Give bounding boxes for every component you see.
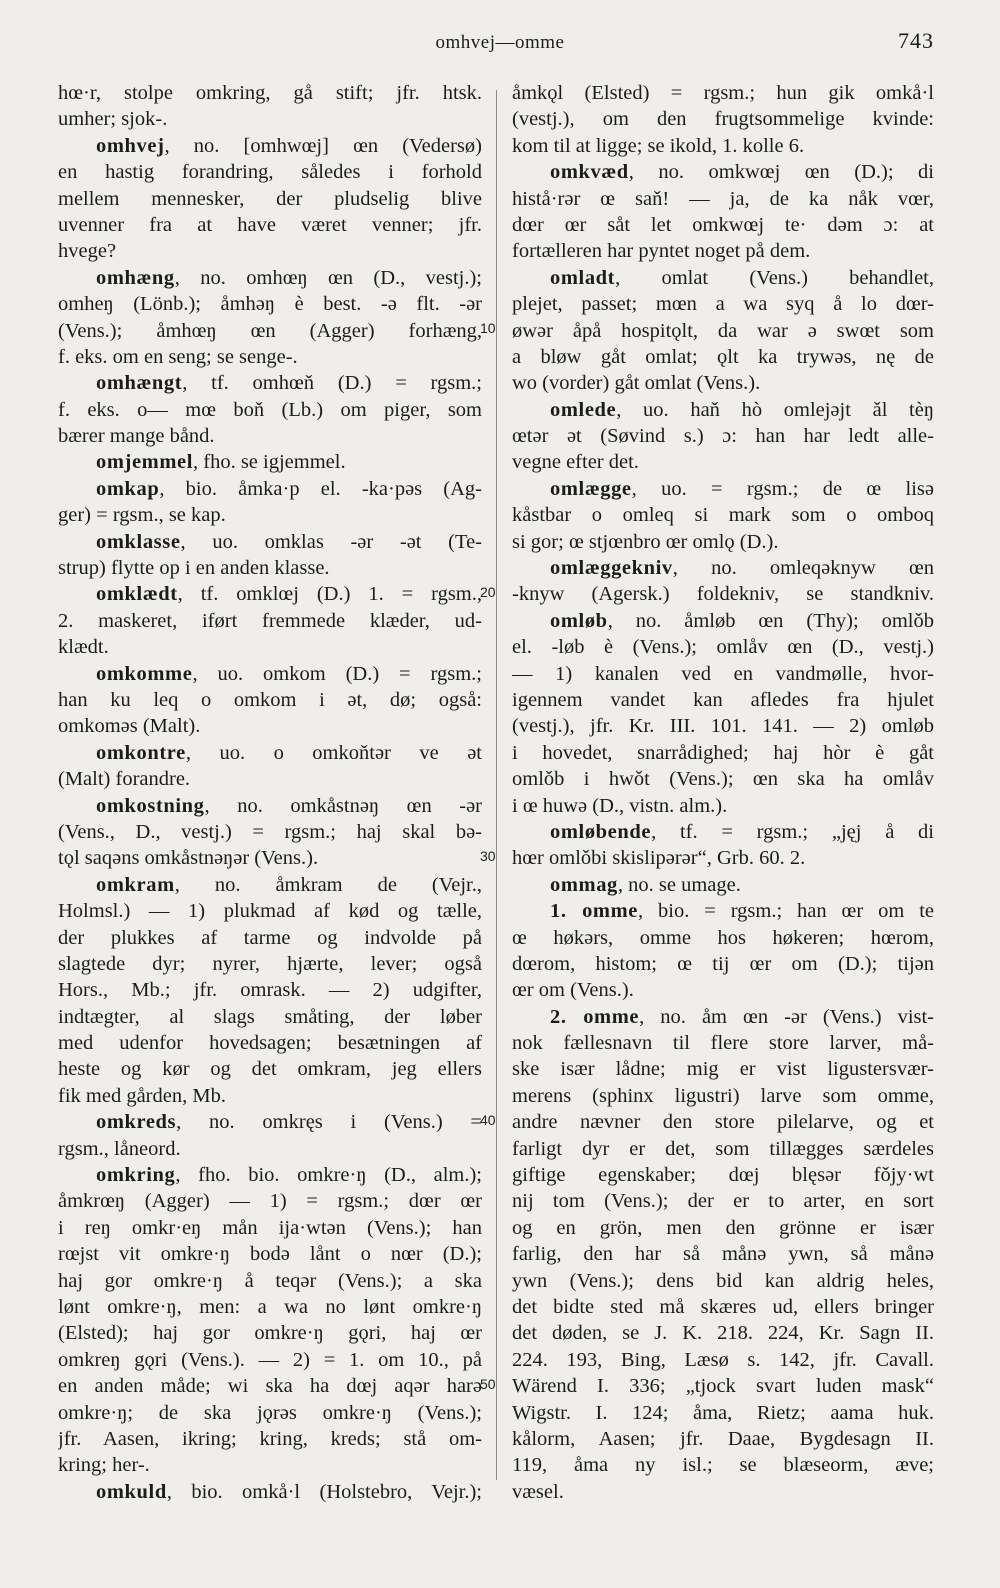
text-line xyxy=(58,740,482,766)
text-line: -knyw (Agersk.) foldekniv, se standkniv. xyxy=(512,583,934,606)
right-column xyxy=(512,80,934,1560)
headword: ommag xyxy=(550,873,618,896)
text-line: farlig, den har så månə ywn, så månə xyxy=(512,1243,934,1266)
text-line: nij tom (Vens.); der er to arter, en sort xyxy=(512,1190,934,1213)
entry-text: , uo. omklas -ər -ət (Te- xyxy=(180,530,482,553)
line-number-10: 10 xyxy=(480,320,496,336)
entry-text: , no. omleqəknyw œn xyxy=(672,557,934,580)
text-line xyxy=(58,370,482,396)
headword: omlæggekniv xyxy=(550,557,673,580)
text-line: heste og kør og det omkram, jeg ellers xyxy=(58,1058,482,1081)
text-line: kålorm, Aasen; jfr. Daae, Bygdesagn II. xyxy=(512,1427,934,1450)
text-line: mellem mennesker, der pludselig blive xyxy=(58,187,482,210)
text-line xyxy=(58,1162,482,1188)
text-line: det bidte sted må skæres ud, ellers bringer xyxy=(512,1295,934,1318)
headword: omkostning xyxy=(96,794,205,817)
entry-text: , tf. = rgsm.; „jęj å di xyxy=(651,820,934,843)
text-line xyxy=(512,159,934,185)
text-line: el. -løb è (Vens.); omlåv œn (D., vestj.) xyxy=(512,636,934,659)
headword: omkontre xyxy=(96,741,186,764)
text-line xyxy=(512,872,934,898)
text-line: rœjst vit omkre·ŋ bodə lånt o nœr (D.); xyxy=(58,1243,482,1266)
text-line xyxy=(512,397,934,423)
text-line: (Malt) forandre. xyxy=(58,768,191,791)
text-line xyxy=(512,555,934,581)
text-line: omkre·ŋ; de ska jǫrəs omkre·ŋ (Vens.); xyxy=(58,1401,482,1424)
text-line xyxy=(512,608,934,634)
headword: omkap xyxy=(96,477,160,500)
text-line: rgsm., låneord. xyxy=(58,1137,181,1160)
text-line: han ku leq o omkom i ət, dø; også: xyxy=(58,688,482,711)
headword: omkuld xyxy=(96,1480,167,1503)
text-line: fortælleren har pyntet noget på dem. xyxy=(512,240,811,263)
text-line: omlǒb i hwǒt (Vens.); œn ska ha omlåv xyxy=(512,768,934,791)
headword: omkomme xyxy=(96,662,193,685)
text-line: farligt dyr er det, som tillægges særdeles xyxy=(512,1137,934,1160)
text-line: umher; sjok-. xyxy=(58,108,168,131)
entry-text: , bio. omkå·l (Holstebro, Vejr.); xyxy=(166,1480,482,1503)
headword: omjemmel xyxy=(96,451,193,474)
text-line xyxy=(58,872,482,898)
entry-text: , uo. = rgsm.; de œ lisə xyxy=(631,477,934,500)
text-line: indtægter, al slags småting, der løber xyxy=(58,1005,482,1028)
text-line: strup) flytte op i en anden klasse. xyxy=(58,557,330,580)
text-line: i reŋ omkr·eŋ mån ija·wtən (Vens.); han xyxy=(58,1216,482,1239)
entry-text: , no. omkwœj œn (D.); di xyxy=(628,161,934,184)
headword: omlægge xyxy=(550,477,632,500)
text-line: dœr œr såt let omkwœj te· dəm ɔ: at xyxy=(512,213,934,236)
text-line xyxy=(58,133,482,159)
text-line: der plukkes af tarme og indvolde på xyxy=(58,926,482,949)
headword: 1. omme xyxy=(550,900,638,923)
text-line: fik med gården, Mb. xyxy=(58,1084,226,1107)
text-line: åmkǫl (Elsted) = rgsm.; hun gik omkå·l xyxy=(512,82,934,104)
headword: omkvæd xyxy=(550,161,629,184)
text-line: kring; her-. xyxy=(58,1454,150,1477)
headword: omhængt xyxy=(96,372,183,395)
entry-text: , fho. bio. omkre·ŋ (D., alm.); xyxy=(175,1164,482,1187)
text-line: åmkrœŋ (Agger) — 1) = rgsm.; dœr œr xyxy=(58,1190,482,1213)
text-line: (vestj.), om den frugtsommelige kvinde: xyxy=(512,108,934,131)
text-line xyxy=(58,449,482,475)
text-line xyxy=(512,1004,934,1030)
text-line xyxy=(58,1479,482,1505)
text-line xyxy=(512,819,934,845)
text-line: lønt omkre·ŋ, men: a wa no lønt omkre·ŋ xyxy=(58,1295,482,1318)
text-line: œtər ət (Søvind s.) ɔ: han har ledt alle- xyxy=(512,425,934,448)
text-line xyxy=(512,476,934,502)
text-line: œ høkərs, omme hos høkeren; hœrom, xyxy=(512,926,934,949)
text-line: en anden måde; wi ska ha dœj aqər harə xyxy=(58,1375,482,1398)
headword: omløbende xyxy=(550,820,652,843)
page-number: 743 xyxy=(898,28,934,53)
text-line: og en grön, men den grönne er især xyxy=(512,1216,934,1239)
text-line xyxy=(58,581,482,607)
text-line: œr om (Vens.). xyxy=(512,979,634,1002)
entry-text: , uo. o omkoňtər ve ət xyxy=(185,741,482,764)
text-line: f. eks. om en seng; se senge-. xyxy=(58,345,298,368)
text-line: i hovedet, snarrådighed; haj hòr è gåt xyxy=(512,741,934,764)
text-line xyxy=(58,529,482,555)
text-line: 224. 193, Bing, Læsø s. 142, jfr. Cavall. xyxy=(512,1348,934,1371)
headword: omhæng xyxy=(96,266,175,289)
text-line xyxy=(58,793,482,819)
text-line: andre nævner den store pilelarve, og et xyxy=(512,1111,934,1134)
text-line: vegne efter det. xyxy=(512,451,639,474)
text-line: (Vens.); åmhœŋ œn (Agger) forhæng, xyxy=(58,319,482,342)
text-line: en hastig forandring, således i forhold xyxy=(58,161,482,184)
text-line: nok fællesnavn til flere store larver, må- xyxy=(512,1032,934,1055)
text-line: Wärend I. 336; „tjock svart luden mask“ xyxy=(512,1375,934,1398)
headword: omkram xyxy=(96,873,175,896)
text-line: hœr omlǒbi skislipərər“, Grb. 60. 2. xyxy=(512,847,806,870)
text-line: igennem vandet kan afledes fra hjulet xyxy=(512,688,934,711)
text-line: histå·rər œ saň! — ja, de ka nåk vœr, xyxy=(512,187,934,210)
text-line: Holmsl.) — 1) plukmad af kød og tælle, xyxy=(58,900,482,923)
headword: 2. omme xyxy=(550,1005,640,1028)
text-line: kåstbar o omleq si mark som o omboq xyxy=(512,504,934,527)
text-line: øwər åpå hospitǫlt, da war ə swœt som xyxy=(512,319,934,342)
entry-text: , no. åm œn -ər (Vens.) vist- xyxy=(639,1005,934,1028)
text-line: bærer mange bånd. xyxy=(58,425,215,448)
text-line: tǫl saqəns omkåstnəŋər (Vens.). xyxy=(58,847,319,870)
headword: omkring xyxy=(96,1164,176,1187)
text-line: ske især lådne; mig er vist ligustersvær- xyxy=(512,1058,934,1081)
text-line xyxy=(512,265,934,291)
text-line: uvenner fra at have været venner; jfr. xyxy=(58,213,482,236)
text-line: hœ·r, stolpe omkring, gå stift; jfr. htsk. xyxy=(58,82,482,104)
headword: omladt xyxy=(550,266,616,289)
headword: omkreds xyxy=(96,1111,177,1134)
entry-text: , no. omkręs i (Vens.) = xyxy=(176,1111,482,1134)
text-line: merens (sphinx ligustri) larve som omme, xyxy=(512,1084,934,1107)
line-number-40: 40 xyxy=(480,1112,496,1128)
text-line xyxy=(58,661,482,687)
text-line xyxy=(512,898,934,924)
entry-text: , uo. omkom (D.) = rgsm.; xyxy=(192,662,482,685)
headword: omhvej xyxy=(96,134,165,157)
left-column xyxy=(58,80,482,1560)
text-line: (Elsted); haj gor omkre·ŋ gǫri, haj œr xyxy=(58,1322,482,1345)
text-line: hvege? xyxy=(58,240,117,263)
text-line: 2. maskeret, iført fremmede klæder, ud- xyxy=(58,609,482,632)
text-line: a bløw gåt omlat; ǫlt ka trywəs, nę de xyxy=(512,345,934,368)
entry-text: , no. omhœŋ œn (D., vestj.); xyxy=(174,266,482,289)
entry-text: , no. åmkram de (Vejr., xyxy=(174,873,482,896)
headword: omklasse xyxy=(96,530,181,553)
text-line: klædt. xyxy=(58,636,109,659)
running-title: omhvej—omme xyxy=(435,32,565,53)
text-line: i œ huwə (D., vistn. alm.). xyxy=(512,794,728,817)
text-line: ger) = rgsm., se kap. xyxy=(58,504,226,527)
page-header xyxy=(0,28,1000,58)
entry-text: , no. omkåstnəŋ œn -ər xyxy=(204,794,482,817)
entry-text: , no. [omhwœj] œn (Vedersø) xyxy=(164,134,482,157)
line-number-20: 20 xyxy=(480,584,496,600)
text-line: Hors., Mb.; jfr. omrask. — 2) udgifter, xyxy=(58,979,482,1002)
column-divider xyxy=(496,90,497,1480)
entry-text: , no. åmløb œn (Thy); omlǒb xyxy=(607,609,934,632)
text-line: plejet, passet; mœn a wa syq å lo dœr- xyxy=(512,293,934,316)
text-line: wo (vorder) gåt omlat (Vens.). xyxy=(512,372,761,395)
text-line: haj gor omkre·ŋ å teqər (Vens.); a ska xyxy=(58,1269,482,1292)
entry-text: , omlat (Vens.) behandlet, xyxy=(615,266,934,289)
text-line: (vestj.), jfr. Kr. III. 101. 141. — 2) omløb xyxy=(512,715,934,738)
text-line: giftige egenskaber; dœj blęsər fǒjy·wt xyxy=(512,1164,934,1187)
entry-text: , fho. se igjemmel. xyxy=(193,451,346,474)
text-line: det døden, se J. K. 218. 224, Kr. Sagn II. xyxy=(512,1322,934,1345)
text-line: — 1) kanalen ved en vandmølle, hvor- xyxy=(512,662,934,685)
text-line: (Vens., D., vestj.) = rgsm.; haj skal bə- xyxy=(58,820,482,843)
text-line: dœrom, histom; œ tij œr om (D.); tijən xyxy=(512,952,934,975)
text-line: 119, åma ny isl.; se blæseorm, æve; xyxy=(512,1454,934,1477)
line-number-30: 30 xyxy=(480,848,496,864)
entry-text: , uo. haň hò omlejǝjt ǎl tèŋ xyxy=(616,398,934,421)
line-number-50: 50 xyxy=(480,1376,496,1392)
entry-text: , bio. åmka·p el. -ka·pəs (Ag- xyxy=(159,477,482,500)
text-line: kom til at ligge; se ikold, 1. kolle 6. xyxy=(512,134,805,157)
text-line: f. eks. o— mœ boň (Lb.) om piger, som xyxy=(58,398,482,421)
entry-text: , no. se umage. xyxy=(617,873,741,896)
text-line: jfr. Aasen, ikring; kring, kreds; stå om- xyxy=(58,1427,482,1450)
text-line: omkreŋ gǫri (Vens.). — 2) = 1. om 10., på xyxy=(58,1348,482,1371)
entry-text: , tf. omklœj (D.) 1. = rgsm., xyxy=(177,583,482,606)
entry-text: , tf. omhœň (D.) = rgsm.; xyxy=(182,372,482,395)
entry-text: , bio. = rgsm.; han œr om te xyxy=(637,900,934,923)
headword: omklædt xyxy=(96,583,178,606)
text-line: slagtede dyr; nyrer, hjærte, lever; også xyxy=(58,952,482,975)
text-line: si gor; œ stjœnbro œr omlǫ (D.). xyxy=(512,530,779,553)
text-line xyxy=(58,476,482,502)
text-line: med udenfor hovedsagen; besætningen af xyxy=(58,1032,482,1055)
text-line: omheŋ (Lönb.); åmhəŋ è best. -ə flt. -ər xyxy=(58,293,482,316)
text-line xyxy=(58,1109,482,1135)
text-line: væsel. xyxy=(512,1480,564,1503)
text-line xyxy=(58,265,482,291)
headword: omløb xyxy=(550,609,608,632)
text-line: omkoməs (Malt). xyxy=(58,715,201,738)
headword: omlede xyxy=(550,398,617,421)
text-line: ywn (Vens.); dens bid kan aldrig heles, xyxy=(512,1269,934,1292)
text-line: Wigstr. I. 124; åma, Rietz; aama huk. xyxy=(512,1401,934,1424)
